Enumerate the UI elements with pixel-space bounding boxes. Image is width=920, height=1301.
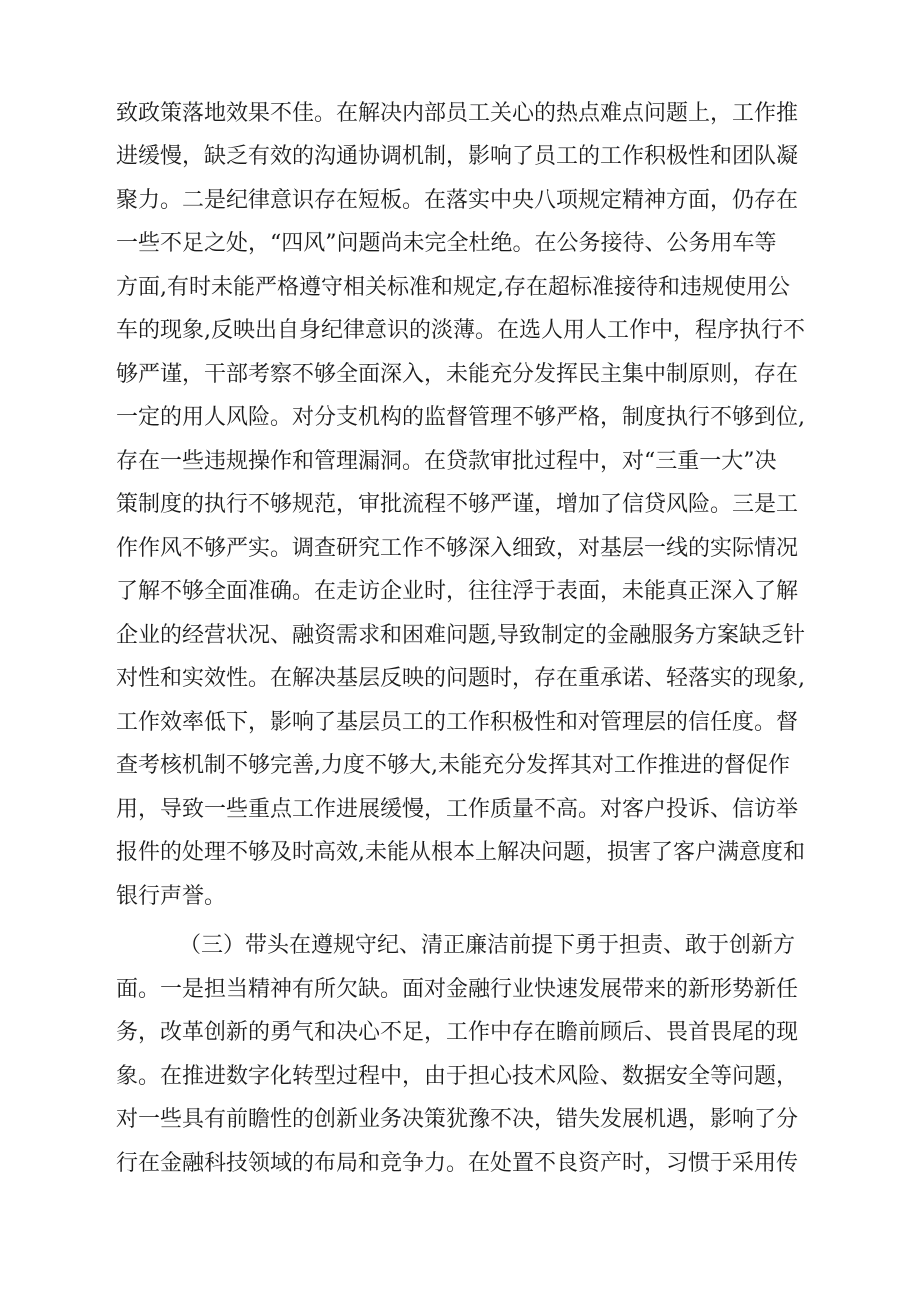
text-line [0, 1059, 920, 1095]
text-line [0, 357, 920, 393]
text-line [0, 270, 920, 306]
text-line [0, 928, 920, 964]
text-line-content: 够严谨，干部考察不够全面深入，未能充分发挥民主集中制原则，存在 [116, 362, 799, 387]
text-line [0, 1015, 920, 1051]
text-line-content: 对一些具有前瞻性的创新业务决策犹豫不决，错失发展机遇，影响了分 [116, 1107, 799, 1132]
text-line-content: 聚力。二是纪律意识存在短板。在落实中央八项规定精神方面，仍存在 [116, 188, 799, 213]
text-line-content: 作作风不够严实。调查研究工作不够深入细致，对基层一线的实际情况 [116, 536, 799, 561]
text-line-content: 务，改革创新的勇气和决心不足，工作中存在瞻前顾后、畏首畏尾的现 [116, 1020, 799, 1045]
text-line [0, 313, 920, 349]
text-line [0, 226, 920, 262]
text-line-content: 用，导致一些重点工作进展缓慢，工作质量不高。对客户投诉、信访举 [116, 797, 799, 822]
text-line-content: 一些不足之处，“四风”问题尚未完全杜绝。在公务接待、公务用车等 [116, 231, 777, 256]
text-line [0, 1102, 920, 1138]
text-line [0, 531, 920, 567]
text-line-content: 策制度的执行不够规范，审批流程不够严谨，增加了信贷风险。三是工 [116, 492, 799, 517]
text-line [0, 972, 920, 1008]
text-line [0, 618, 920, 654]
text-line [0, 487, 920, 523]
text-line [0, 444, 920, 480]
text-line [0, 574, 920, 610]
text-line-content: 查考核机制不够完善,力度不够大,未能充分发挥其对工作推进的督促作 [116, 753, 790, 778]
text-line-content: 报件的处理不够及时高效,未能从根本上解决问题，损害了客户满意度和 [116, 840, 805, 865]
text-line-content: 企业的经营状况、融资需求和困难问题,导致制定的金融服务方案缺乏针 [116, 623, 805, 648]
text-line [0, 183, 920, 219]
text-line [0, 705, 920, 741]
text-line [0, 1146, 920, 1182]
text-line-content: 了解不够全面准确。在走访企业时，往往浮于表面，未能真正深入了解 [116, 579, 799, 604]
text-line [0, 400, 920, 436]
section-heading-line: （三）带头在遵规守纪、清正廉洁前提下勇于担责、敢于创新方 [179, 933, 796, 958]
text-line-content: 进缓慢，缺乏有效的沟通协调机制，影响了员工的工作积极性和团队凝 [116, 144, 799, 169]
text-line [0, 661, 920, 697]
text-line-content: 面。一是担当精神有所欠缺。面对金融行业快速发展带来的新形势新任 [116, 977, 799, 1002]
text-line-content: 车的现象,反映出自身纪律意识的淡薄。在选人用人工作中，程序执行不 [116, 318, 805, 343]
text-line-content: 方面,有时未能严格遵守相关标准和规定,存在超标准接待和违规使用公 [116, 275, 790, 300]
text-line-content: 象。在推进数字化转型过程中，由于担心技术风险、数据安全等问题， [116, 1064, 799, 1089]
text-line-content: 工作效率低下，影响了基层员工的工作积极性和对管理层的信任度。督 [116, 710, 799, 735]
text-line [0, 792, 920, 828]
text-line [0, 139, 920, 175]
text-line-content: 一定的用人风险。对分支机构的监督管理不够严格，制度执行不够到位, [116, 405, 805, 430]
text-line [0, 748, 920, 784]
text-line-content: 银行声誉。 [116, 884, 227, 909]
text-line-content: 行在金融科技领域的布局和竞争力。在处置不良资产时，习惯于采用传 [116, 1151, 799, 1176]
text-line [0, 835, 920, 871]
text-line-content: 存在一些违规操作和管理漏洞。在贷款审批过程中，对“三重一大”决 [116, 449, 777, 474]
text-line [0, 96, 920, 132]
text-line [0, 879, 920, 915]
text-line-content: 对性和实效性。在解决基层反映的问题时，存在重承诺、轻落实的现象, [116, 666, 805, 691]
text-line-content: 致政策落地效果不佳。在解决内部员工关心的热点难点问题上，工作推 [116, 101, 799, 126]
